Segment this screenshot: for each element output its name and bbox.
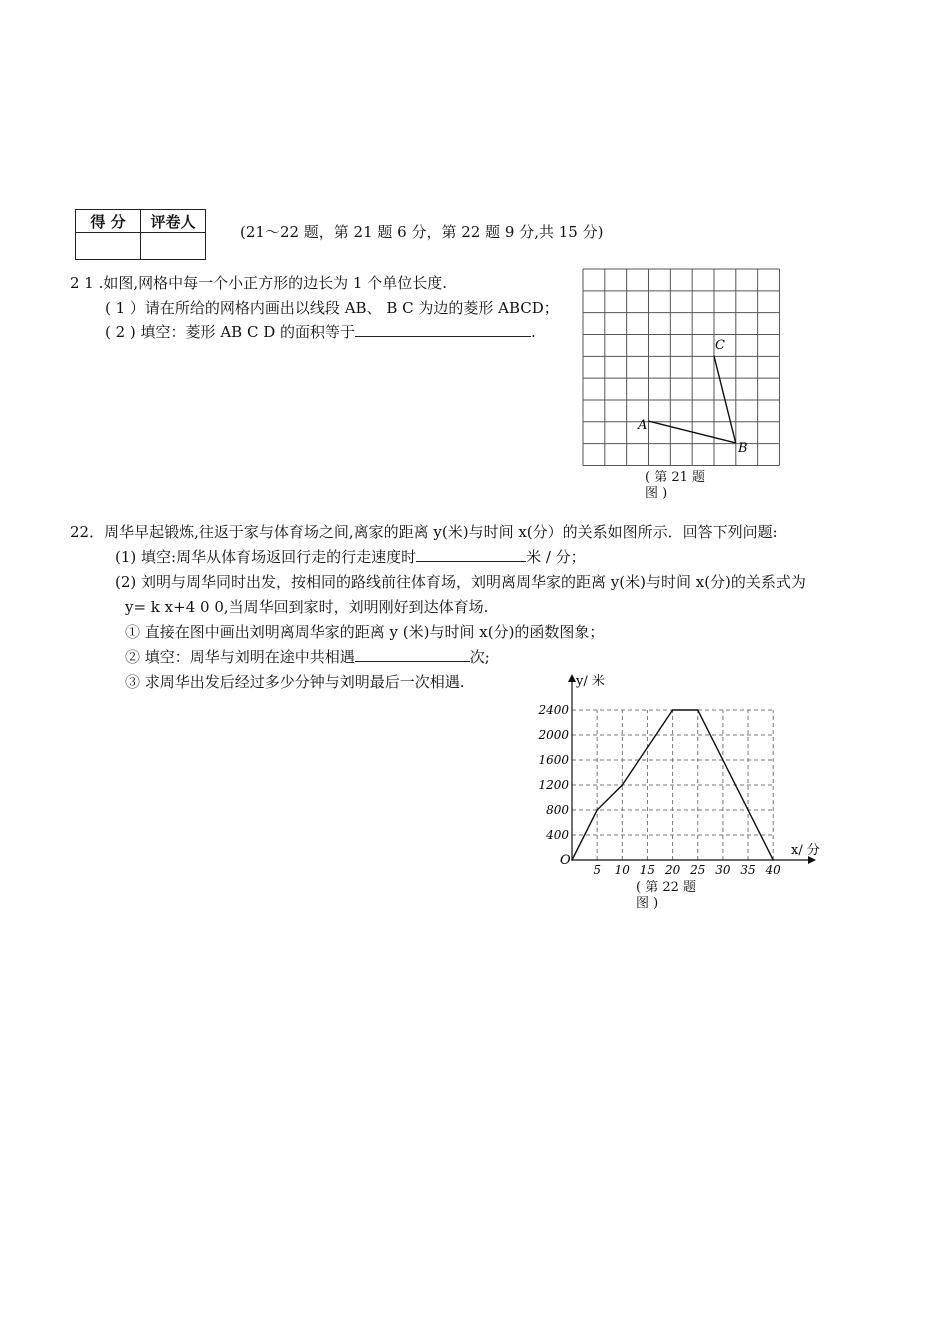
q22-chart bbox=[530, 670, 830, 880]
y-tick-label: 1600 bbox=[538, 753, 569, 767]
grader-cell[interactable] bbox=[141, 233, 206, 260]
q22-part1-text: (1) 填空:周华从体育场返回行走的行走速度时 bbox=[115, 548, 417, 566]
series-point bbox=[672, 709, 674, 711]
q22-caption-line1: ( 第 22 题 bbox=[636, 880, 697, 895]
y-axis-arrow bbox=[568, 674, 576, 682]
score-header: 得 分 bbox=[76, 210, 141, 233]
q22-item2 bbox=[125, 646, 490, 667]
q21-grid-figure bbox=[580, 266, 785, 471]
q22-caption-line2: 图 ) bbox=[636, 896, 659, 911]
q22-speed-blank[interactable] bbox=[416, 547, 526, 562]
q21-caption bbox=[645, 470, 705, 502]
q22-item2-end: 次; bbox=[469, 648, 490, 666]
x-tick-label: 35 bbox=[740, 863, 756, 877]
q22-part1 bbox=[115, 546, 586, 567]
x-tick-label: 25 bbox=[690, 863, 706, 877]
x-tick-label: 20 bbox=[664, 863, 681, 877]
q21-part1: ( 1 ）请在所给的网格内画出以线段 AB、 B C 为边的菱形 ABCD； bbox=[105, 299, 559, 317]
q22-item3: ③ 求周华出发后经过多少分钟与刘明最后一次相遇. bbox=[125, 673, 465, 691]
score-cell[interactable] bbox=[76, 233, 141, 260]
q22-stem: 22．周华早起锻炼,往返于家与体育场之间,离家的距离 y(米)与时间 x(分）的关系如图所示．回答下列问题: bbox=[70, 523, 778, 541]
point-b-label: B bbox=[738, 441, 748, 456]
y-tick-label: 2000 bbox=[538, 728, 569, 742]
q21-caption-line2: 图 ) bbox=[645, 486, 668, 501]
x-tick-label: 5 bbox=[593, 863, 601, 877]
q22-part2: (2) 刘明与周华同时出发，按相同的路线前往体育场，刘明离周华家的距离 y(米)与时间 x(分)的关系式为 bbox=[115, 573, 806, 591]
q22-caption bbox=[636, 880, 696, 912]
y-tick-label: 1200 bbox=[538, 778, 569, 792]
x-tick-label: 10 bbox=[614, 863, 630, 877]
q22-part1-end: 米 / 分； bbox=[526, 548, 586, 566]
q22-part2-cont: y= k x+4 0 0,当周华回到家时，刘明刚好到达体育场. bbox=[125, 598, 489, 616]
series-point bbox=[772, 859, 774, 861]
x-tick-label: 40 bbox=[765, 863, 781, 877]
grader-header: 评卷人 bbox=[141, 210, 206, 233]
series-point bbox=[697, 709, 699, 711]
q21-part2 bbox=[105, 321, 536, 342]
section-header: (21～22 题，第 21 题 6 分，第 22 题 9 分,共 15 分) bbox=[240, 223, 604, 241]
x-axis-label: x/ 分 bbox=[791, 843, 820, 858]
x-tick-label: 15 bbox=[639, 863, 656, 877]
x-tick-label: 30 bbox=[715, 863, 731, 877]
q21-caption-line1: ( 第 21 题 bbox=[645, 470, 706, 485]
q21-stem: 2 1 .如图,网格中每一个小正方形的边长为 1 个单位长度. bbox=[70, 274, 448, 292]
y-tick-label: 800 bbox=[546, 803, 569, 817]
y-axis-label: y/ 米 bbox=[576, 674, 605, 689]
q21-part2-end: . bbox=[530, 323, 536, 341]
segment-bc bbox=[714, 356, 736, 443]
q22-item2-text: ② 填空：周华与刘明在途中共相遇 bbox=[125, 648, 355, 666]
q22-meet-blank[interactable] bbox=[355, 647, 470, 662]
series-point bbox=[622, 784, 624, 786]
point-c-label: C bbox=[715, 338, 725, 353]
series-point bbox=[596, 809, 598, 811]
q21-answer-blank[interactable] bbox=[355, 322, 531, 337]
origin-label: O bbox=[560, 853, 571, 868]
score-box bbox=[75, 209, 206, 260]
q21-part2-text: ( 2 ) 填空：菱形 AB C D 的面积等于 bbox=[105, 323, 355, 341]
q22-item1: ① 直接在图中画出刘明离周华家的距离 y (米)与时间 x(分)的函数图象； bbox=[125, 623, 605, 641]
y-tick-label: 2400 bbox=[538, 703, 569, 717]
series-point bbox=[571, 859, 573, 861]
y-tick-label: 400 bbox=[546, 828, 569, 842]
point-a-label: A bbox=[638, 418, 648, 433]
